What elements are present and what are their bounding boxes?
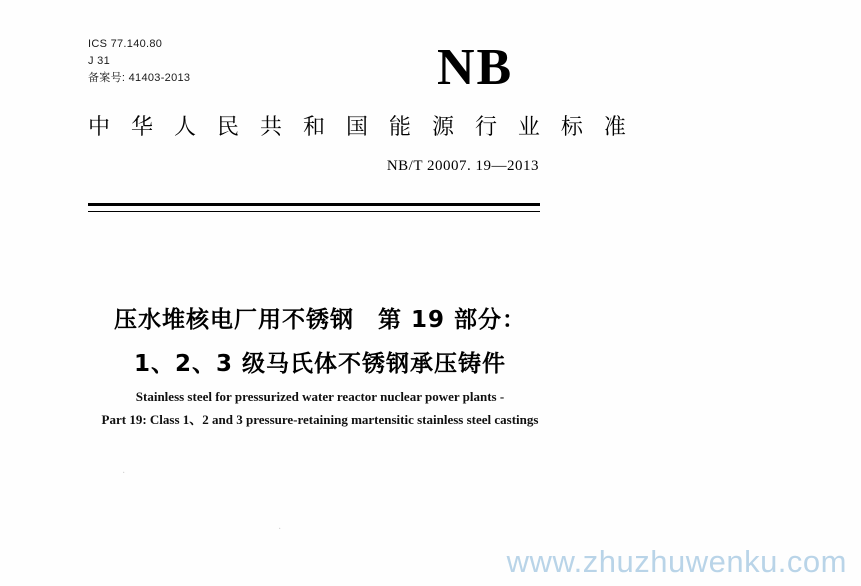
title-cn-line2: 1、2、3 级马氏体不锈钢承压铸件 <box>133 351 507 377</box>
divider-thick <box>88 203 540 206</box>
nb-logo: NB <box>437 39 514 96</box>
ics-identifier-block <box>88 36 190 87</box>
title-en-line1: Stainless steel for pressurized water reactor nuclear power plants - <box>135 389 505 404</box>
standard-number: NB/T 20007. 19—2013 <box>386 158 539 174</box>
title-en-line2: Part 19: Class 1、2 and 3 pressure-retaining martensitic stainless steel castings <box>101 412 539 427</box>
scan-artifact-1: · <box>122 468 126 479</box>
scan-artifact-2: · <box>278 524 282 535</box>
page-title <box>0 300 640 384</box>
watermark: www.zhuzhuwenku.com <box>506 544 847 579</box>
record-number: 备案号: 41403-2013 <box>88 72 191 84</box>
classification-code: J 31 <box>88 55 110 67</box>
organization-line: 中 华 人 民 共 和 国 能 源 行 业 标 准 <box>88 115 633 140</box>
title-cn-line1: 压水堆核电厂用不锈钢 第 19 部分： <box>113 307 527 333</box>
ics-code: ICS 77.140.80 <box>88 38 163 50</box>
divider-thin <box>88 211 540 212</box>
page-subtitle <box>0 385 640 431</box>
